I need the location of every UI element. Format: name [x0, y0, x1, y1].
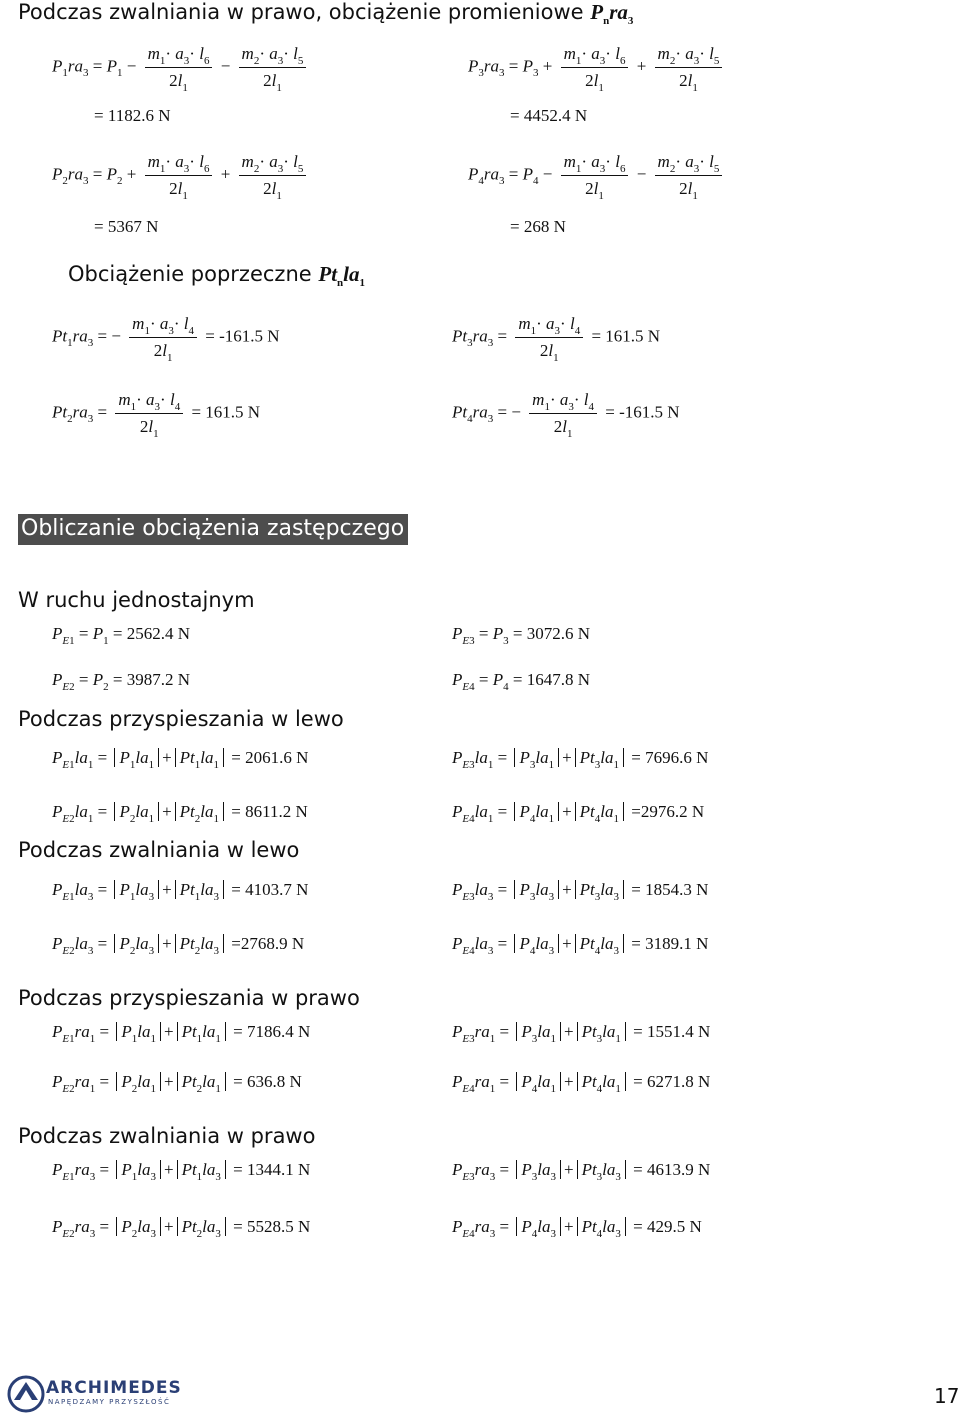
- equation-p3ra3: $P_3ra_3 = P_3$ + $\frac{m_1\cdot a_3\cdot l_6}{2l_1}$ + $\frac{m_2\cdot a_3\cdot l_5}{2l_1}$: [468, 44, 726, 91]
- page-number: 17: [934, 1384, 960, 1408]
- result-pt1ra3: = -161.5 N: [205, 326, 280, 346]
- value-pe3: = 3072.6 N: [512, 624, 590, 643]
- value-pe1ra3: = 1344.1 N: [233, 1160, 311, 1179]
- value-pe4la3: = 3189.1 N: [631, 934, 709, 953]
- value-pe2la3: =2768.9 N: [231, 934, 305, 953]
- equation-pe4la3: $P_{E4}la_3 = P_4la_3 + Pt_4la_3 = 3189.1$ N: [452, 934, 709, 957]
- result-p2ra3: = 5367 N: [94, 217, 159, 236]
- value-pe3ra1: = 1551.4 N: [633, 1022, 711, 1041]
- sub-n: n: [337, 277, 344, 289]
- value-pe4ra3: = 429.5 N: [633, 1217, 702, 1236]
- equation-pe3: $P_{E3} = P_3 = 3072.6$ N: [452, 624, 590, 647]
- result-pt3ra3: = 161.5 N: [591, 326, 661, 346]
- equation-pe4: $P_{E4} = P_4 = 1647.8$ N: [452, 670, 590, 693]
- result-pt4ra3: = -161.5 N: [605, 402, 680, 422]
- uniform-heading: W ruchu jednostajnym: [18, 588, 255, 612]
- value-pe4ra1: = 6271.8 N: [633, 1072, 711, 1091]
- value-pe2ra1: = 636.8 N: [233, 1072, 302, 1091]
- value-pe1la1: = 2061.6 N: [231, 748, 309, 767]
- equation-pe4ra3: $P_{E4}ra_3 = P_4la_3 + Pt_4la_3 = 429.5$ N: [452, 1217, 702, 1240]
- equation-pe1la1: $P_{E1}la_1 = P_1la_1 + Pt_1la_1 = 2061.6$ N: [52, 748, 309, 771]
- equation-pe2ra1: $P_{E2}ra_1 = P_2la_1 + Pt_2la_1 = 636.8$ N: [52, 1072, 302, 1095]
- brand-tagline: NAPĘDZAMY PRZYSZŁOŚĆ: [48, 1398, 171, 1406]
- value-pe1: = 2562.4 N: [112, 624, 190, 643]
- value-pe2la1: = 8611.2 N: [231, 802, 308, 821]
- section-banner: Obliczanie obciążenia zastępczego: [18, 514, 408, 545]
- accel-left-heading: Podczas przyspieszania w lewo: [18, 707, 344, 731]
- equation-p2ra3: $P_2ra_3 = P_2$ + $\frac{m_1\cdot a_3\cdot l_6}{2l_1}$ + $\frac{m_2\cdot a_3\cdot l_5}{2l_1}$: [52, 152, 310, 199]
- sub-n: n: [603, 15, 610, 27]
- value-pe4la1: =2976.2 N: [631, 802, 705, 821]
- section2-title: Obciążenie poprzeczne: [68, 262, 312, 286]
- symbol-p: P: [590, 0, 604, 24]
- result-pt2ra3: = 161.5 N: [191, 402, 261, 422]
- archimedes-logo-icon: [6, 1374, 50, 1414]
- value-pe3la1: = 7696.6 N: [631, 748, 709, 767]
- equation-pe2la1: $P_{E2}la_1 = P_2la_1 + Pt_2la_1 = 8611.2$ N: [52, 802, 308, 825]
- sub-1: 1: [359, 277, 366, 289]
- equation-pe2la3: $P_{E2}la_3 = P_2la_3 + Pt_2la_3 =2768.9$ N: [52, 934, 305, 957]
- section2-heading: [68, 262, 365, 287]
- equation-pe1la3: $P_{E1}la_3 = P_1la_3 + Pt_1la_3 = 4103.7$ N: [52, 880, 309, 903]
- brand-name: ARCHIMEDES: [46, 1378, 182, 1398]
- result-p1ra3: = 1182.6 N: [94, 106, 171, 125]
- result-p4ra3: = 268 N: [510, 217, 566, 236]
- value-pe3la3: = 1854.3 N: [631, 880, 709, 899]
- equation-pe3ra3: $P_{E3}ra_3 = P_3la_3 + Pt_3la_3 = 4613.9$ N: [452, 1160, 711, 1183]
- symbol-la: la: [343, 262, 360, 286]
- sub-3: 3: [627, 15, 634, 27]
- equation-pt1ra3: $Pt_1ra_3$ = − $\frac{m_1\cdot a_3\cdot l_4}{2l_1}$ = -161.5 N: [52, 314, 280, 364]
- result-p3ra3: = 4452.4 N: [510, 106, 588, 125]
- equation-pe3la3: $P_{E3}la_3 = P_3la_3 + Pt_3la_3 = 1854.3$ N: [452, 880, 709, 903]
- decel-right-heading: Podczas zwalniania w prawo: [18, 1124, 316, 1148]
- section1-heading: [18, 0, 633, 25]
- value-pe1ra1: = 7186.4 N: [233, 1022, 311, 1041]
- value-pe2: = 3987.2 N: [112, 670, 190, 689]
- value-pe1la3: = 4103.7 N: [231, 880, 309, 899]
- equation-pe4ra1: $P_{E4}ra_1 = P_4la_1 + Pt_4la_1 = 6271.8$ N: [452, 1072, 711, 1095]
- equation-pe3ra1: $P_{E3}ra_1 = P_3la_1 + Pt_3la_1 = 1551.4$ N: [452, 1022, 711, 1045]
- accel-right-heading: Podczas przyspieszania w prawo: [18, 986, 360, 1010]
- value-pe3ra3: = 4613.9 N: [633, 1160, 711, 1179]
- equation-pe3la1: $P_{E3}la_1 = P_3la_1 + Pt_3la_1 = 7696.6$ N: [452, 748, 709, 771]
- equation-pe2ra3: $P_{E2}ra_3 = P_2la_3 + Pt_2la_3 = 5528.5$ N: [52, 1217, 311, 1240]
- equation-p1ra3: $P_1ra_3 = P_1$ − $\frac{m_1\cdot a_3\cdot l_6}{2l_1}$ − $\frac{m_2\cdot a_3\cdot l_5}{2l_1}$: [52, 44, 310, 91]
- value-pe4: = 1647.8 N: [512, 670, 590, 689]
- equation-p4ra3: $P_4ra_3 = P_4$ − $\frac{m_1\cdot a_3\cdot l_6}{2l_1}$ − $\frac{m_2\cdot a_3\cdot l_5}{2l_1}$: [468, 152, 726, 199]
- equation-pt3ra3: $Pt_3ra_3$ = $\frac{m_1\cdot a_3\cdot l_4}{2l_1}$ = 161.5 N: [452, 314, 661, 364]
- symbol-pt: Pt: [318, 262, 338, 286]
- value-pe2ra3: = 5528.5 N: [233, 1217, 311, 1236]
- equation-pt4ra3: $Pt_4ra_3$ = − $\frac{m_1\cdot a_3\cdot l_4}{2l_1}$ = -161.5 N: [452, 390, 680, 440]
- equation-pe1ra1: $P_{E1}ra_1 = P_1la_1 + Pt_1la_1 = 7186.4$ N: [52, 1022, 311, 1045]
- equation-pe2: $P_{E2} = P_2 = 3987.2$ N: [52, 670, 190, 693]
- equation-pe1ra3: $P_{E1}ra_3 = P_1la_3 + Pt_1la_3 = 1344.1$ N: [52, 1160, 311, 1183]
- section1-title: Podczas zwalniania w prawo, obciążenie promieniowe: [18, 0, 584, 24]
- equation-pe1: $P_{E1} = P_1 = 2562.4$ N: [52, 624, 190, 647]
- equation-pt2ra3: $Pt_2ra_3$ = $\frac{m_1\cdot a_3\cdot l_4}{2l_1}$ = 161.5 N: [52, 390, 261, 440]
- decel-left-heading: Podczas zwalniania w lewo: [18, 838, 300, 862]
- equation-pe4la1: $P_{E4}la_1 = P_4la_1 + Pt_4la_1 =2976.2$ N: [452, 802, 705, 825]
- symbol-ra: ra: [609, 0, 628, 24]
